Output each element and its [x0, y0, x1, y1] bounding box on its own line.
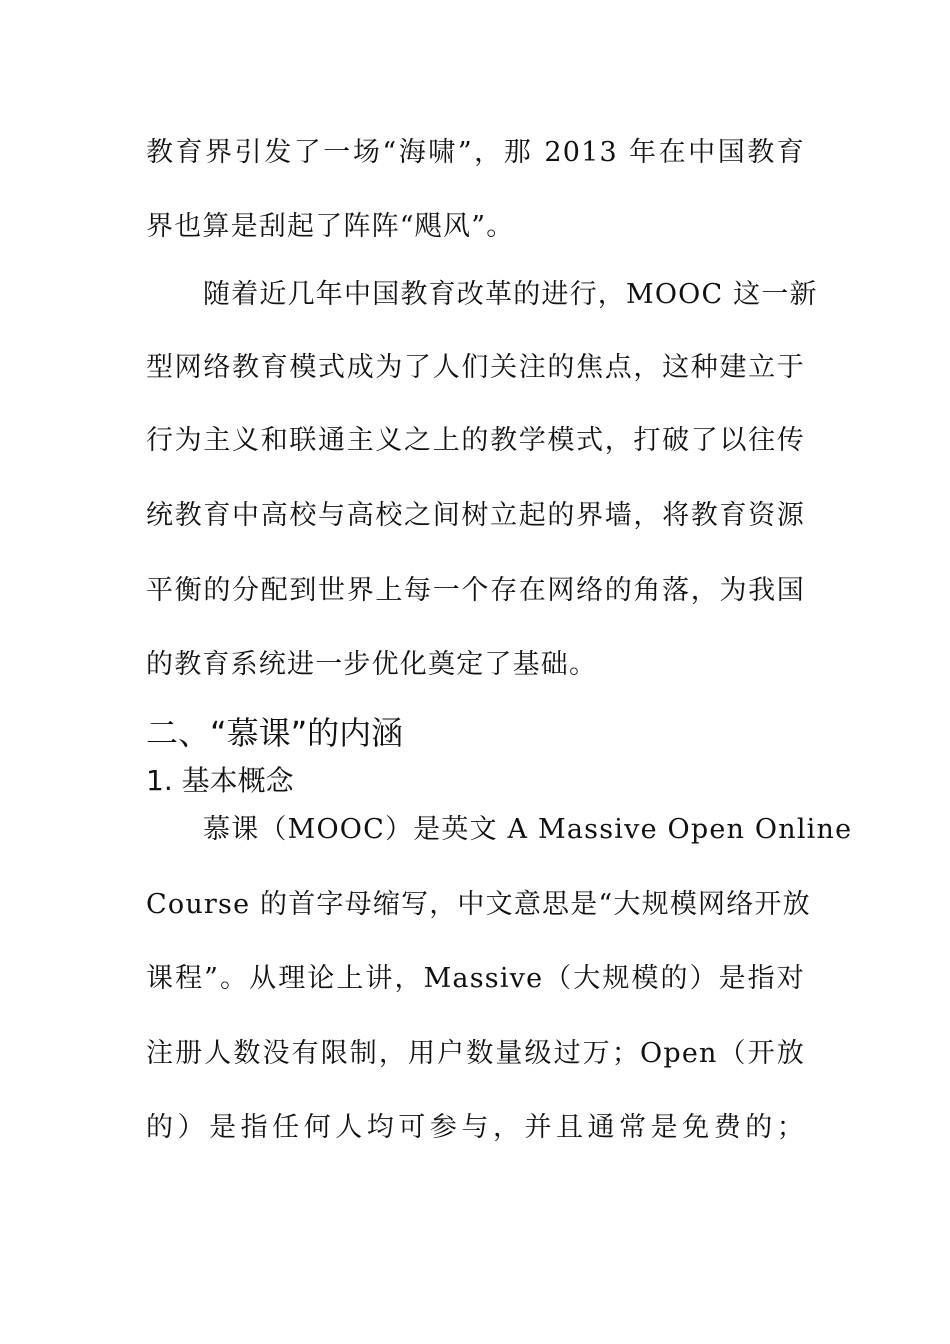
text-line: 型网络教育模式成为了人们关注的焦点，这种建立于	[146, 352, 805, 383]
text-line: 注册人数没有限制，用户数量级过万；Open（开放	[146, 1038, 805, 1069]
text-line: 统教育中高校与高校之间树立起的界墙，将教育资源	[146, 500, 805, 531]
section-heading: 二、“慕课”的内涵	[146, 714, 404, 752]
text-line: 界也算是刮起了阵阵“飓风”。	[146, 211, 515, 242]
text-line: Course 的首字母缩写，中文意思是“大规模网络开放	[146, 889, 811, 920]
text-line: 随着近几年中国教育改革的进行，MOOC 这一新	[203, 279, 818, 310]
text-line: 教育界引发了一场“海啸”，那 2013 年在中国教育	[146, 137, 805, 168]
text-line: 慕课（MOOC）是英文 A Massive Open Online	[203, 814, 853, 845]
subsection-heading: 1. 基本概念	[146, 764, 294, 797]
text-line: 行为主义和联通主义之上的教学模式，打破了以往传	[146, 425, 805, 456]
text-line: 的教育系统进一步优化奠定了基础。	[146, 649, 598, 680]
text-line: 的）是指任何人均可参与，并且通常是免费的；	[146, 1112, 805, 1143]
text-line: 课程”。从理论上讲，Massive（大规模的）是指对	[146, 963, 805, 994]
text-line: 平衡的分配到世界上每一个存在网络的角落，为我国	[146, 575, 805, 606]
